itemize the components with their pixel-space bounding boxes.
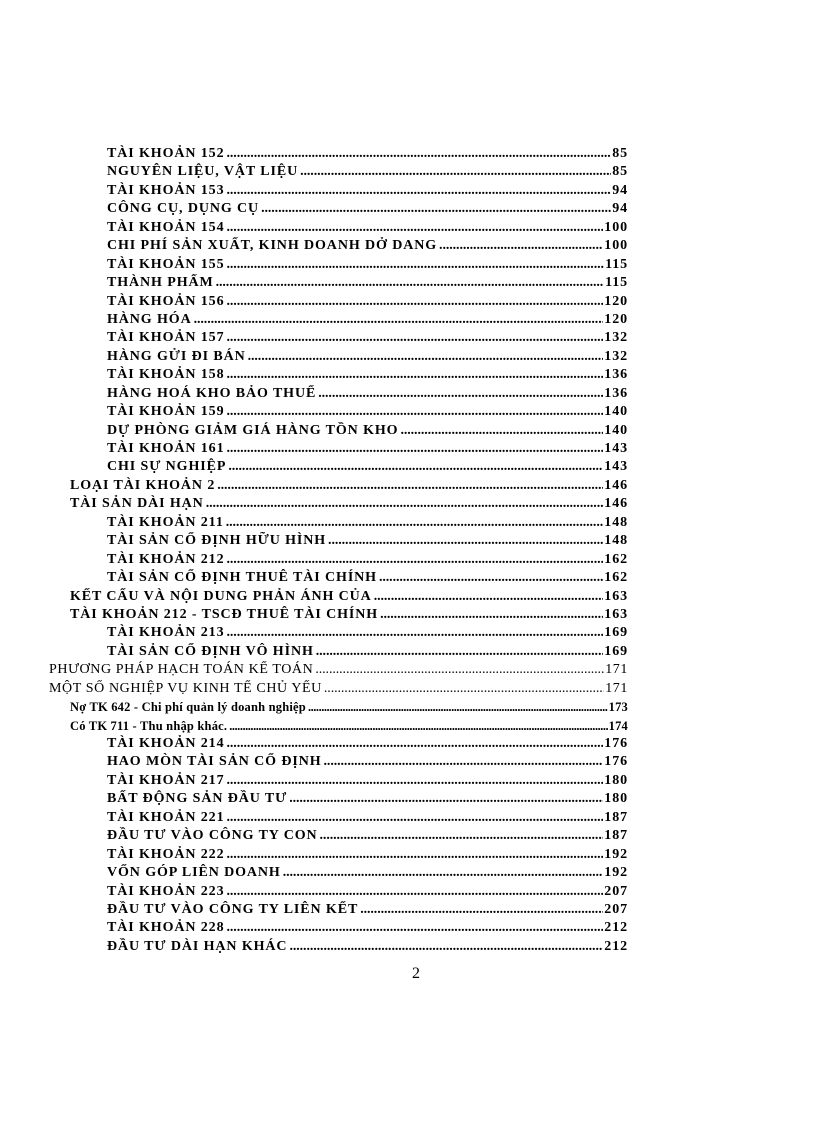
toc-entry-title: VỐN GÓP LIÊN DOANH [107,865,281,881]
toc-entry[interactable] [107,311,628,329]
toc-entry-title: TÀI KHOẢN 161 [107,441,225,456]
toc-entry-title: PHƯƠNG PHÁP HẠCH TOÁN KẾ TOÁN [49,662,314,678]
toc-entry-page: 176 [604,736,628,751]
toc-dot-leader [316,643,604,661]
toc-row [0,440,816,458]
toc-entry-page: 162 [604,551,628,567]
toc-entry-page: 207 [604,883,628,899]
toc-dot-leader [439,237,603,255]
toc-entry-page: 192 [604,846,628,862]
toc-entry-title: TÀI SẢN CỐ ĐỊNH THUÊ TÀI CHÍNH [107,570,377,586]
toc-row [0,237,816,255]
toc-entry-title: NGUYÊN LIỆU, VẬT LIỆU [107,164,299,180]
toc-dot-leader [300,163,611,181]
toc-entry-title: KẾT CẤU VÀ NỘI DUNG PHẢN ÁNH CỦA [70,588,372,604]
toc-dot-leader [360,901,603,919]
toc-entry-title: TÀI KHOẢN 212 [107,551,225,567]
toc-entry-title: LOẠI TÀI KHOẢN 2 [70,477,216,493]
toc-entry-title: TÀI KHOẢN 156 [107,293,225,309]
toc-dot-leader [261,200,611,218]
toc-entry[interactable] [107,403,628,421]
toc-row [0,348,816,366]
toc-entry-page: 132 [604,330,628,346]
toc-entry[interactable] [107,385,628,403]
toc-entry-title: TÀI KHOẢN 155 [107,256,225,272]
toc-entry-title: DỰ PHÒNG GIẢM GIÁ HÀNG TỒN KHO [107,422,399,438]
toc-row [0,846,816,864]
toc-entry[interactable] [107,440,628,458]
toc-entry-title: Có TK 711 - Thu nhập khác. [70,718,228,733]
toc-entry[interactable] [107,422,628,440]
toc-row [0,698,816,716]
toc-entry-title: TÀI KHOẢN 213 [107,625,225,641]
toc-entry-title: TÀI KHOẢN 152 [107,146,225,161]
toc-entry[interactable] [107,624,628,642]
toc-entry-page: 136 [604,385,628,401]
toc-entry-title: ĐẦU TƯ VÀO CÔNG TY CON [107,828,318,844]
toc-entry-title: TÀI KHOẢN 217 [107,772,225,788]
toc-row [0,403,816,421]
toc-entry-page: 174 [608,718,628,733]
toc-entry[interactable] [107,551,628,569]
toc-entry-title: BẤT ĐỘNG SẢN ĐẦU TƯ [107,791,288,807]
toc-entry[interactable] [107,569,628,587]
toc-dot-leader [320,827,604,845]
toc-entry[interactable] [70,588,628,606]
toc-entry-title: CHI SỰ NGHIỆP [107,459,227,475]
toc-entry-page: 115 [605,275,628,291]
toc-dot-leader [308,698,608,716]
toc-entry[interactable] [107,219,628,237]
toc-entry-page: 132 [604,348,628,364]
toc-entry[interactable] [107,532,628,550]
toc-entry[interactable] [107,329,628,347]
toc-entry[interactable] [107,145,628,163]
toc-dot-leader [227,329,604,347]
toc-entry-title: TÀI SẢN CỐ ĐỊNH VÔ HÌNH [107,643,314,659]
toc-entry-page: 120 [604,311,628,327]
toc-entry[interactable] [107,293,628,311]
toc-entry[interactable] [107,864,628,882]
toc-row [0,790,816,808]
toc-entry-page: 94 [612,201,628,217]
toc-row [0,827,816,845]
toc-row [0,385,816,403]
toc-row [0,145,816,163]
toc-entry[interactable] [107,163,628,181]
toc-entry-title: HÀNG HÓA [107,311,192,327]
toc-dot-leader [227,846,604,864]
toc-entry[interactable] [70,698,628,716]
toc-entry-page: 212 [604,938,628,954]
toc-entry[interactable] [49,680,628,698]
toc-row [0,366,816,384]
toc-row [0,864,816,882]
toc-dot-leader [227,772,604,790]
toc-row [0,588,816,606]
toc-entry-title: THÀNH PHẨM [107,275,214,291]
toc-entry-page: 100 [604,219,628,235]
toc-entry-title: TÀI KHOẢN 159 [107,404,225,420]
toc-entry-title: TÀI KHOẢN 153 [107,182,225,198]
toc-dot-leader [283,864,604,882]
table-of-contents [0,145,816,956]
toc-dot-leader [216,274,604,292]
toc-row [0,901,816,919]
toc-row [0,182,816,200]
toc-entry-title: TÀI KHOẢN 157 [107,330,225,346]
toc-dot-leader [328,532,603,550]
toc-entry-title: HAO MÒN TÀI SẢN CỐ ĐỊNH [107,754,322,770]
toc-dot-leader [227,440,604,458]
toc-dot-leader [226,514,604,532]
toc-row [0,422,816,440]
toc-row [0,256,816,274]
toc-entry-title: TÀI KHOẢN 154 [107,219,225,235]
toc-entry-page: 146 [604,477,628,493]
toc-row [0,809,816,827]
toc-row [0,717,816,735]
toc-dot-leader [227,366,604,384]
toc-dot-leader [227,883,604,901]
toc-row [0,514,816,532]
toc-row [0,643,816,661]
toc-entry-page: 162 [604,570,628,586]
toc-entry-page: 163 [604,606,628,622]
toc-entry-page: 148 [604,533,628,549]
toc-row [0,219,816,237]
toc-dot-leader [400,422,603,440]
toc-row [0,458,816,476]
toc-entry-title: TÀI KHOẢN 214 [107,736,225,751]
toc-entry-page: 176 [604,754,628,770]
toc-entry[interactable] [107,237,628,255]
toc-row [0,772,816,790]
toc-entry[interactable] [107,809,628,827]
toc-row [0,680,816,698]
toc-entry[interactable] [107,200,628,218]
toc-entry[interactable] [70,477,628,495]
toc-dot-leader [227,182,612,200]
toc-row [0,293,816,311]
toc-entry[interactable] [107,846,628,864]
toc-row [0,606,816,624]
toc-row [0,883,816,901]
toc-entry-title: HÀNG HOÁ KHO BẢO THUẾ [107,385,317,401]
toc-dot-leader [227,145,612,163]
toc-entry-title: TÀI KHOẢN 221 [107,809,225,825]
toc-entry-page: 169 [604,643,628,659]
toc-entry-title: CÔNG CỤ, DỤNG CỤ [107,201,260,217]
toc-entry[interactable] [107,827,628,845]
toc-row [0,163,816,181]
toc-dot-leader [289,790,603,808]
toc-entry-title: MỘT SỐ NGHIỆP VỤ KINH TẾ CHỦ YẾU [49,680,322,696]
toc-entry-page: 85 [612,146,628,161]
toc-entry-title: ĐẦU TƯ VÀO CÔNG TY LIÊN KẾT [107,901,359,917]
toc-entry-title: TÀI KHOẢN 228 [107,920,225,936]
toc-dot-leader [318,385,603,403]
toc-entry[interactable] [107,458,628,476]
toc-dot-leader [380,606,603,624]
toc-entry[interactable] [107,938,628,956]
toc-row [0,661,816,679]
toc-entry-title: TÀI KHOẢN 158 [107,367,225,383]
toc-entry-page: 140 [604,404,628,420]
toc-entry[interactable] [107,274,628,292]
toc-entry-page: 143 [604,459,628,475]
toc-row [0,569,816,587]
toc-entry[interactable] [107,348,628,366]
toc-entry-page: 180 [604,772,628,788]
toc-dot-leader [227,919,604,937]
toc-entry[interactable] [107,790,628,808]
toc-dot-leader [248,348,604,366]
toc-entry-page: 115 [605,256,628,272]
toc-entry[interactable] [70,495,628,513]
toc-entry-page: 100 [604,238,628,254]
toc-entry-page: 120 [604,293,628,309]
toc-row [0,735,816,753]
toc-row [0,311,816,329]
toc-row [0,551,816,569]
toc-dot-leader [374,588,604,606]
toc-entry[interactable] [107,735,628,753]
toc-entry[interactable] [107,883,628,901]
toc-entry-title: TÀI KHOẢN 212 - TSCĐ THUÊ TÀI CHÍNH [70,606,379,622]
toc-dot-leader [227,256,605,274]
toc-row [0,624,816,642]
toc-dot-leader [315,661,604,679]
toc-dot-leader [227,403,604,421]
toc-entry-page: 212 [604,920,628,936]
toc-entry-page: 140 [604,422,628,438]
toc-dot-leader [227,293,604,311]
toc-entry-title: TÀI KHOẢN 211 [107,514,224,530]
toc-row [0,919,816,937]
toc-entry-page: 192 [604,865,628,881]
toc-dot-leader [217,477,603,495]
toc-entry[interactable] [107,182,628,200]
toc-dot-leader [229,717,607,735]
toc-entry-page: 173 [608,700,628,715]
toc-entry[interactable] [70,717,628,735]
toc-entry[interactable] [107,643,628,661]
toc-entry[interactable] [70,606,628,624]
toc-entry-page: 207 [604,901,628,917]
toc-dot-leader [206,495,604,513]
toc-dot-leader [289,938,603,956]
toc-dot-leader [194,311,604,329]
toc-dot-leader [227,735,604,753]
toc-dot-leader [324,753,604,771]
toc-entry[interactable] [107,753,628,771]
toc-entry[interactable] [107,919,628,937]
toc-dot-leader [379,569,603,587]
toc-dot-leader [227,624,604,642]
toc-entry-page: 171 [605,662,628,678]
toc-entry-page: 146 [604,496,628,512]
toc-entry-title: TÀI SẢN DÀI HẠN [70,496,204,512]
toc-entry-page: 169 [604,625,628,641]
toc-entry-title: TÀI KHOẢN 223 [107,883,225,899]
toc-row [0,532,816,550]
toc-dot-leader [227,219,604,237]
toc-entry-page: 171 [605,680,628,696]
toc-entry-page: 136 [604,367,628,383]
toc-row [0,753,816,771]
toc-dot-leader [227,551,604,569]
toc-dot-leader [227,809,604,827]
toc-entry-page: 148 [604,514,628,530]
toc-entry-title: Nợ TK 642 - Chi phí quản lý doanh nghiệp [70,700,306,715]
toc-row [0,938,816,956]
toc-entry-title: TÀI KHOẢN 222 [107,846,225,862]
toc-entry-page: 94 [612,182,628,198]
toc-entry[interactable] [107,901,628,919]
toc-entry-title: ĐẦU TƯ DÀI HẠN KHÁC [107,938,288,954]
toc-entry-title: TÀI SẢN CỐ ĐỊNH HỮU HÌNH [107,533,327,549]
toc-row [0,495,816,513]
toc-entry-title: HÀNG GỬI ĐI BÁN [107,348,246,364]
toc-entry[interactable] [107,256,628,274]
toc-row [0,477,816,495]
toc-entry-page: 180 [604,791,628,807]
toc-entry-page: 163 [604,588,628,604]
toc-entry-title: CHI PHÍ SẢN XUẤT, KINH DOANH DỞ DANG [107,238,438,254]
toc-entry[interactable] [49,661,628,679]
toc-row [0,274,816,292]
toc-dot-leader [228,458,603,476]
toc-entry[interactable] [107,772,628,790]
toc-dot-leader [324,680,604,698]
toc-entry-page: 85 [612,164,628,180]
toc-entry[interactable] [107,514,628,532]
toc-entry-page: 143 [604,441,628,456]
toc-entry[interactable] [107,366,628,384]
page-number: 2 [412,965,420,982]
toc-entry-page: 187 [604,809,628,825]
toc-row [0,200,816,218]
toc-row [0,329,816,347]
toc-entry-page: 187 [604,828,628,844]
